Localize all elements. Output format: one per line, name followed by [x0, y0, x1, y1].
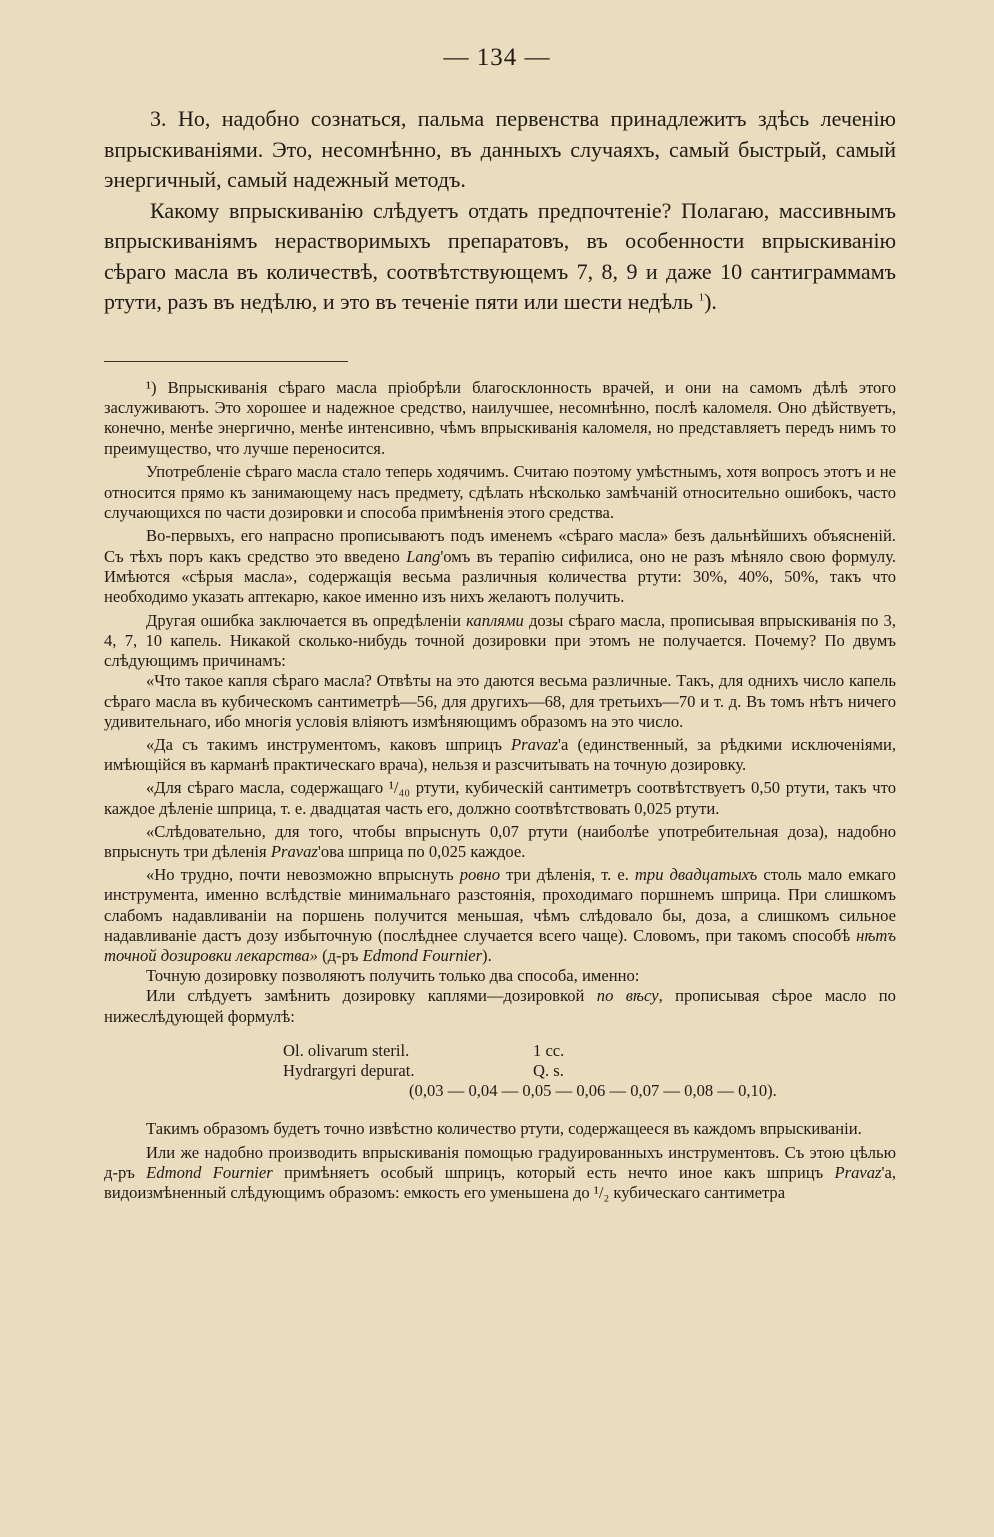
- formula-row: [104, 1041, 896, 1061]
- paragraph: [104, 196, 896, 318]
- paragraph: 3. Но, надобно сознаться, пальма первенства принадлежитъ здѣсь леченію впрыскиваніями. Это, несомнѣнно, въ данныхъ случаяхъ, самый быстрый, самый энергичный, самый надежный методъ.: [104, 106, 896, 192]
- formula-doses: (0,03 — 0,04 — 0,05 — 0,06 — 0,07 — 0,08 — 0,10).: [409, 1080, 777, 1100]
- paragraph-end: ).: [704, 289, 717, 314]
- footnote-text: Или слѣдуетъ замѣнить дозировку каплями—дозировкой: [146, 986, 585, 1006]
- italic-name: Edmond Fournier: [146, 1162, 273, 1182]
- footnote-paragraph: Точную дозировку позволяютъ получить только два способа, именно:: [146, 966, 640, 986]
- footnote-paragraph: Такимъ образомъ будетъ точно извѣстно количество ртути, содержащееся въ каждомъ впрыскиваніи.: [146, 1118, 862, 1138]
- footnote-text: 'омъ въ терапію сифилиса, оно не разъ мѣняло свою формулу. Имѣются «сѣрыя масла», содержащія весьма различныя количества ртути: 30%, 40%, 50%, такъ что необходимо указать аптекарю, какое именно изъ нихъ желаютъ получить.: [104, 546, 896, 607]
- quote-text: «Но трудно, почти невозможно впрыснуть: [146, 865, 454, 885]
- quote-text: «Да съ такимъ инструментомъ, каковъ шприцъ: [146, 734, 502, 754]
- footnote-ref: 1: [698, 291, 705, 304]
- italic-name: Lang: [406, 546, 441, 566]
- quote-text: 'а (единственный, за рѣдкими исключеніями, имѣющійся въ карманѣ практическаго врача), нельзя и разсчитывать на точную дозировку.: [104, 734, 896, 775]
- quote-text: ртути, кубическій сантиметръ соотвѣтствуетъ 0,50 ртути, такъ что каждое дѣленіе шприца, т. е. двадцатая часть его, должно соотвѣтствовать 0,025 ртути.: [104, 778, 896, 818]
- italic-name: Pravaz: [834, 1162, 882, 1182]
- footnote-paragraph: [104, 986, 896, 1026]
- formula-quantity: 1 cc.: [533, 1040, 565, 1060]
- formula-row: [104, 1061, 896, 1081]
- italic-phrase: по вѣсу: [596, 986, 659, 1006]
- italic-name: Pravaz: [270, 841, 318, 861]
- footnote-text: 'а, видоизмѣненный слѣдующимъ образомъ: емкость его уменьшена до: [104, 1162, 897, 1202]
- italic-name: Edmond Fournier: [362, 945, 483, 965]
- page-number: — 134 —: [443, 44, 551, 71]
- quote-text: (д-ръ: [322, 945, 359, 965]
- italic-word: три двадцатыхъ: [634, 865, 758, 885]
- main-text: [104, 104, 896, 318]
- quote-paragraph: [104, 865, 896, 966]
- italic-name: Pravaz: [511, 734, 559, 754]
- footnote-text: Впрыскиванія сѣраго масла пріобрѣли благосклонность врачей, и они на самомъ дѣлѣ этого заслуживаютъ. Это хорошее и надежное средство, наилучшее, несомнѣнно, послѣ каломеля. Оно дѣйствуетъ, конечно, менѣе энергично, менѣе интенсивно, чѣмъ впрыскиванія каломеля, но представляетъ передъ нимъ то преимущество, что лучше переносится.: [104, 378, 896, 458]
- quote-text: 'ова шприца по 0,025 каждое.: [317, 841, 526, 861]
- footnote-text: Или же надобно производить впрыскиванія помощью градуированныхъ инструментовъ. Съ этою цѣлью д-ръ: [104, 1142, 896, 1182]
- footnote-paragraph: [104, 611, 896, 672]
- prescription-formula: [104, 1041, 896, 1101]
- italic-word: каплями: [466, 610, 524, 630]
- footnote-text: Другая ошибка заключается въ опредѣленіи: [146, 610, 461, 630]
- formula-ingredient: Hydrargyri depurat.: [283, 1060, 415, 1080]
- footnote-text: , прописывая сѣрое масло по нижеслѣдующей формулѣ:: [104, 986, 896, 1026]
- quote-text: столь мало емкаго инструмента, именно вслѣдствіе минимальнаго разстоянія, проходимаго поршнемъ шприца. При слишкомъ слабомъ надавливаніи на поршень получится меньшая, чѣмъ слѣдовало бы, доза, а слишкомъ сильное надавливаніе дастъ дозу избыточную (послѣднее случается всего чаще). Словомъ, при такомъ способѣ: [104, 865, 896, 945]
- formula-ingredient: Ol. olivarum steril.: [283, 1040, 410, 1060]
- quote-text: три дѣленія, т. е.: [506, 865, 629, 885]
- quote-text: «Слѣдовательно, для того, чтобы впрыснуть 0,07 ртути (наиболѣе употребительная доза), надобно впрыснуть три дѣленія: [104, 821, 896, 861]
- quote-paragraph: [104, 822, 896, 862]
- quote-paragraph: [104, 735, 896, 775]
- quote-text: ).: [482, 945, 492, 965]
- fraction: ¹/₄₀: [388, 778, 411, 798]
- quote-paragraph: «Что такое капля сѣраго масла? Отвѣты на это даются весьма различные. Такъ, для однихъ число капель сѣраго масла въ кубическомъ сантиметрѣ—56, для другихъ—68, для третьихъ—70 и т. д. Въ томъ нѣтъ ничего удивительнаго, ибо многія условія вліяютъ измѣняющимъ образомъ на это число.: [104, 671, 896, 731]
- footnote-text: Во-первыхъ, его напрасно прописываютъ подъ именемъ «сѣраго масла» безъ дальнѣйшихъ объясненій. Съ тѣхъ поръ какъ средство это введено: [104, 526, 896, 566]
- footnote-paragraph: [104, 378, 896, 459]
- footnote-paragraph: [104, 526, 896, 607]
- italic-word: ровно: [459, 865, 501, 885]
- paragraph-text: Какому впрыскиванію слѣдуетъ отдать предпочтеніе? Полагаю, массивнымъ впрыскиваніямъ нерастворимыхъ препаратовъ, въ особенности впрыскиванію сѣраго масла въ количествѣ, соотвѣтствующемъ 7, 8, 9 и даже 10 сантиграммамъ ртути, разъ въ недѣлю, и это въ теченіе пяти или шести недѣль: [104, 197, 896, 314]
- fraction: ¹/₂: [593, 1182, 610, 1202]
- quote-paragraph: [104, 778, 896, 818]
- italic-phrase: нѣтъ точной дозировки лекарства»: [104, 925, 896, 965]
- footnote-marker: ¹): [146, 378, 157, 397]
- footnote-divider: [104, 361, 348, 362]
- footnote-paragraph: Употребленіе сѣраго масла стало теперь ходячимъ. Считаю поэтому умѣстнымъ, хотя вопросъ этотъ и не относится прямо къ занимающему насъ предмету, сдѣлать нѣсколько замѣчаній относительно ошибокъ, часто случающихся по части дозировки и способа примѣненія этого средства.: [104, 462, 896, 522]
- quote-text: «Для сѣраго масла, содержащаго: [146, 778, 384, 798]
- footnote-text: дозы сѣраго масла, прописывая впрыскиванія по 3, 4, 7, 10 капель. Никакой сколько-нибудь точной дозировки при этомъ не получается. Почему? По двумъ слѣдующимъ причинамъ:: [104, 610, 896, 671]
- footnote-text: примѣняетъ особый шприцъ, который есть нечто иное какъ шприцъ: [284, 1162, 824, 1182]
- footnote-paragraph: [104, 1143, 896, 1204]
- footnote-text: кубическаго сантиметра: [613, 1182, 786, 1202]
- formula-quantity: Q. s.: [533, 1060, 564, 1080]
- footnote-block: [104, 378, 896, 1207]
